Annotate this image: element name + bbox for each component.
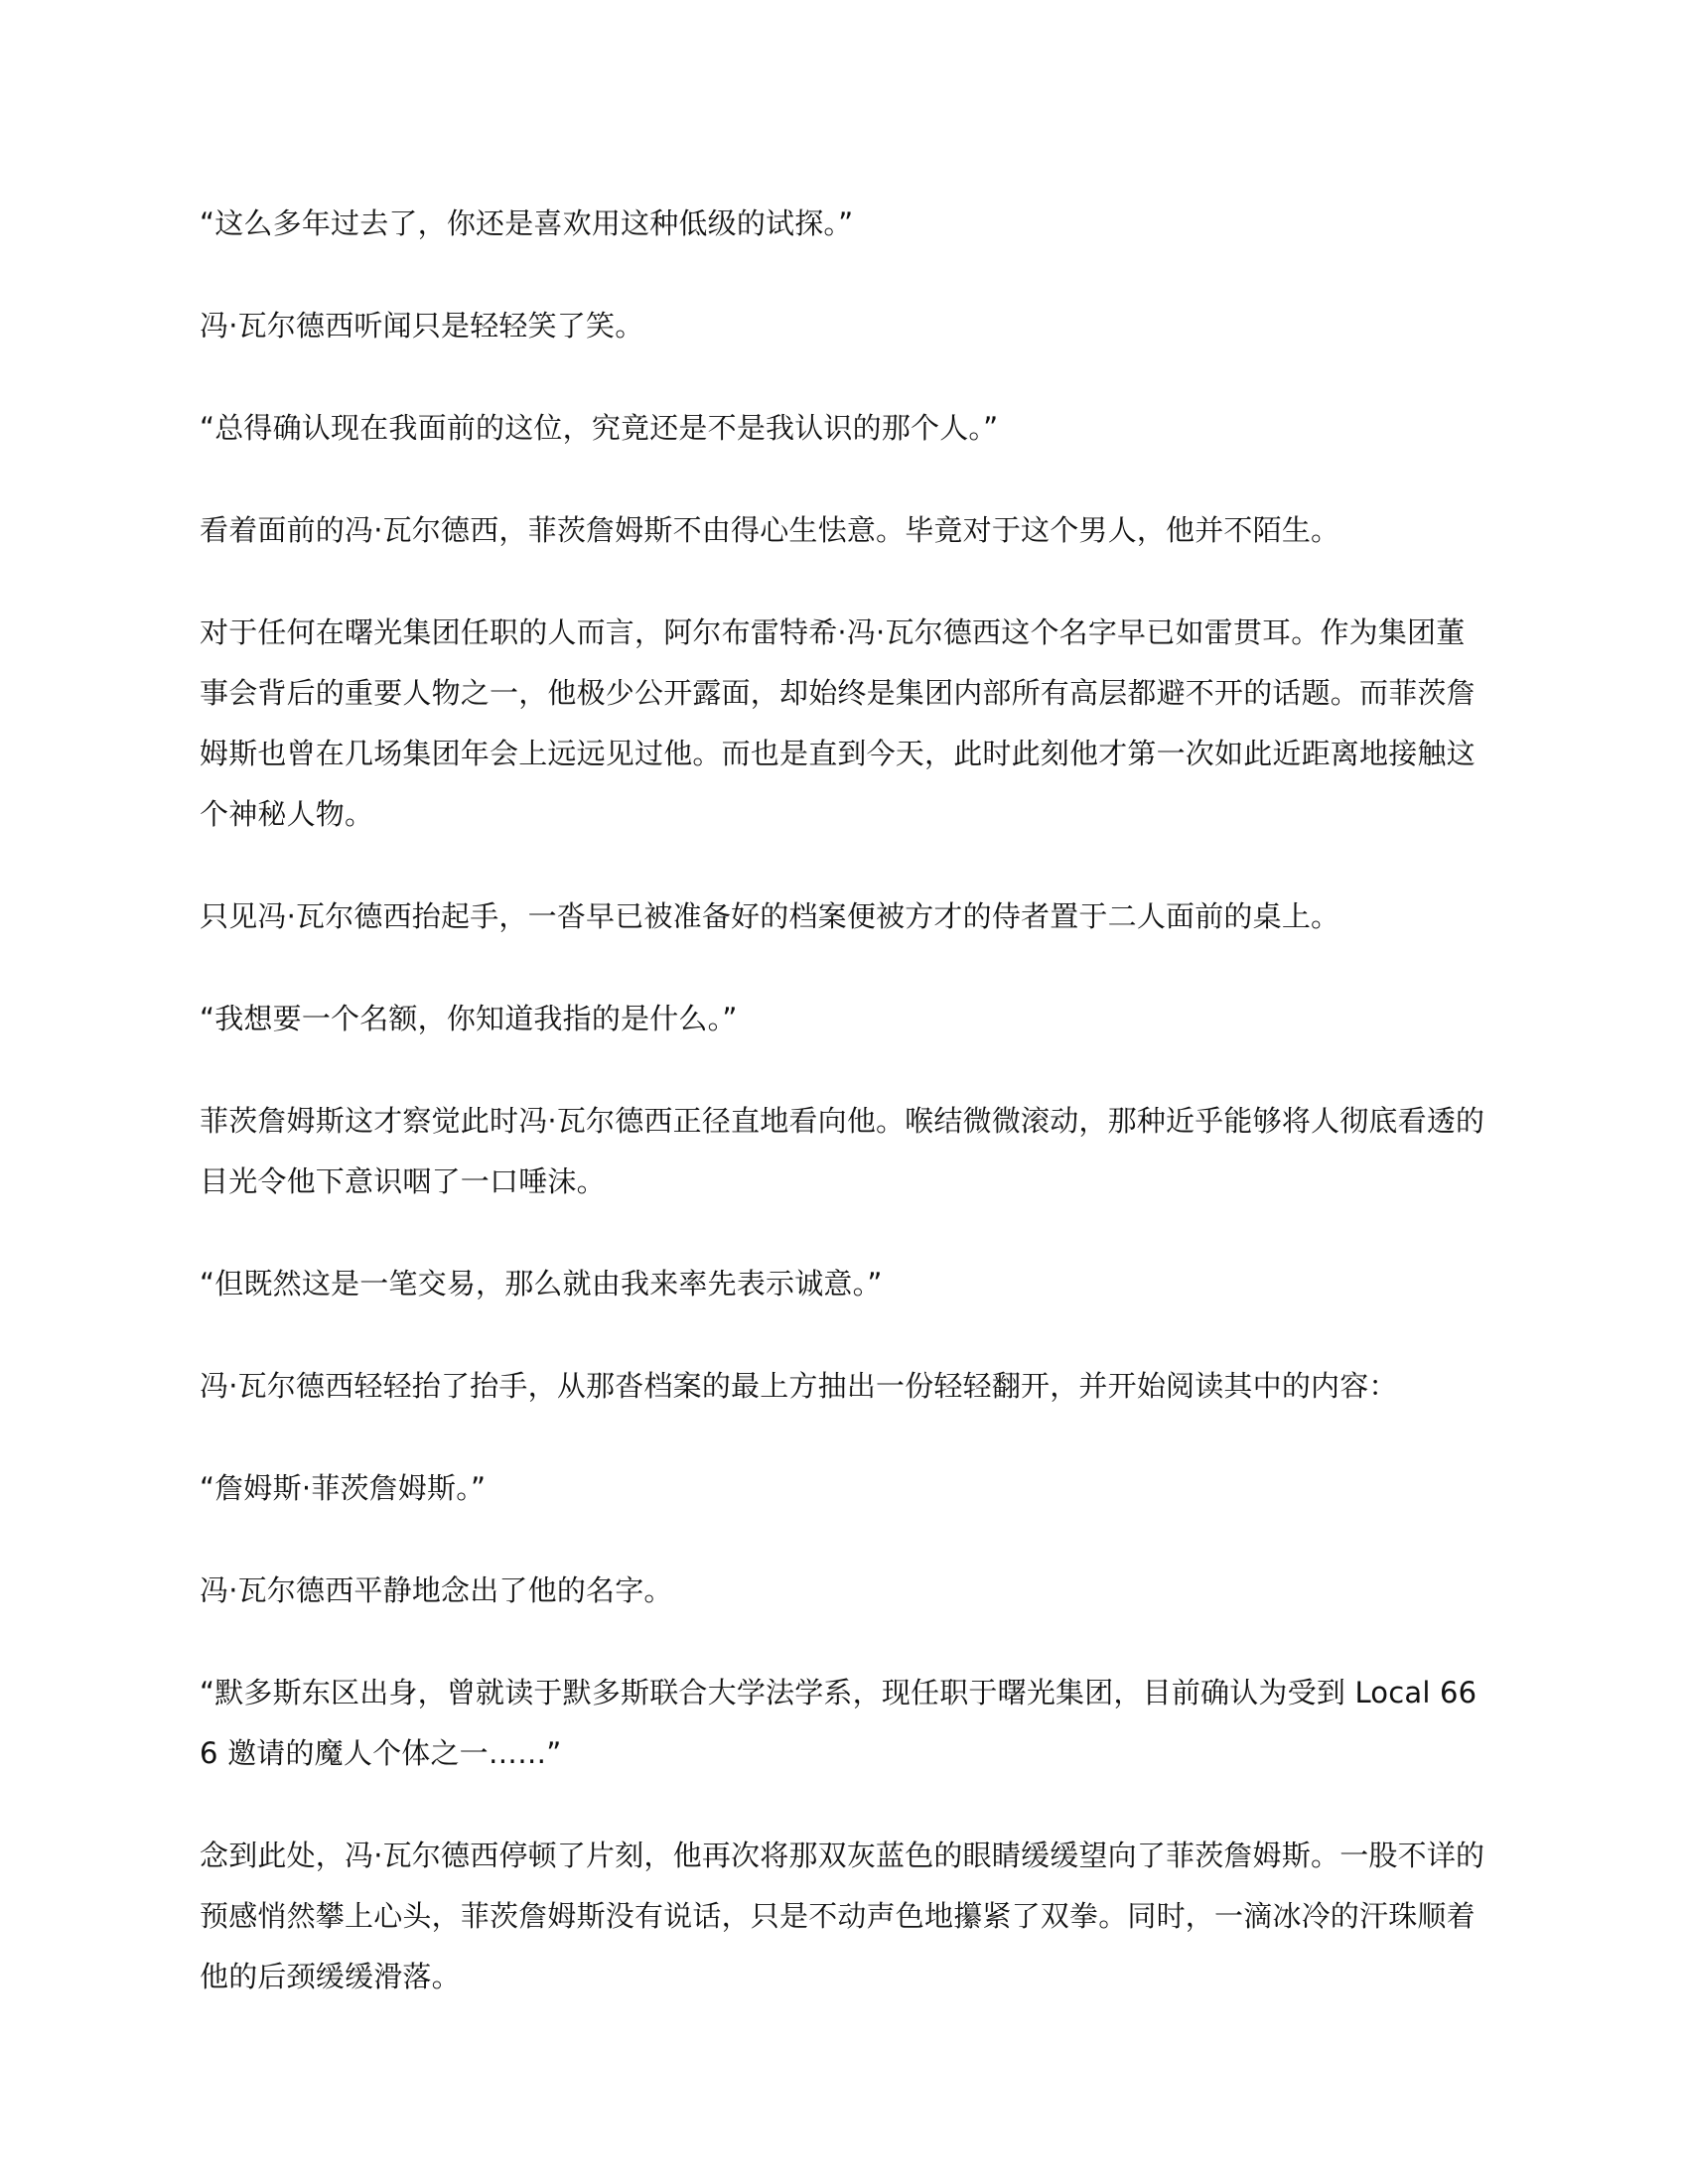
- paragraph: “詹姆斯·菲茨詹姆斯。”: [200, 1471, 487, 1505]
- paragraph: “默多斯东区出身，曾就读于默多斯联合大学法学系，现任职于曙光集团，目前确认为受到 Local 666 邀请的魔人个体之一……”: [200, 1676, 1477, 1770]
- paragraph: 冯·瓦尔德西轻轻抬了抬手，从那沓档案的最上方抽出一份轻轻翻开，并开始阅读其中的内容：: [200, 1369, 1398, 1403]
- paragraph: 看着面前的冯·瓦尔德西，菲茨詹姆斯不由得心生怯意。毕竟对于这个男人，他并不陌生。: [200, 513, 1340, 547]
- paragraph: “总得确认现在我面前的这位，究竟还是不是我认识的那个人。”: [200, 411, 999, 445]
- paragraph: “这么多年过去了，你还是喜欢用这种低级的试探。”: [200, 206, 854, 240]
- paragraph: 念到此处，冯·瓦尔德西停顿了片刻，他再次将那双灰蓝色的眼睛缓缓望向了菲茨詹姆斯。一股不详的预感悄然攀上心头，菲茨詹姆斯没有说话，只是不动声色地攥紧了双拳。同时，一滴冰冷的汗珠顺着他的后颈缓缓滑落。: [200, 1839, 1485, 1993]
- paragraph: “我想要一个名额，你知道我指的是什么。”: [200, 1002, 738, 1035]
- paragraph: 菲茨詹姆斯这才察觉此时冯·瓦尔德西正径直地看向他。喉结微微滚动，那种近乎能够将人彻底看透的目光令他下意识咽了一口唾沫。: [200, 1104, 1485, 1198]
- paragraph: 冯·瓦尔德西平静地念出了他的名字。: [200, 1573, 673, 1607]
- paragraph: 只见冯·瓦尔德西抬起手，一沓早已被准备好的档案便被方才的侍者置于二人面前的桌上。: [200, 899, 1340, 933]
- paragraph: 冯·瓦尔德西听闻只是轻轻笑了笑。: [200, 309, 644, 342]
- document-body: [200, 194, 1490, 2049]
- paragraph: “但既然这是一笔交易，那么就由我来率先表示诚意。”: [200, 1267, 883, 1300]
- paragraph: 对于任何在曙光集团任职的人而言，阿尔布雷特希·冯·瓦尔德西这个名字早已如雷贯耳。作为集团董事会背后的重要人物之一，他极少公开露面，却始终是集团内部所有高层都避不开的话题。而菲茨詹姆斯也曾在几场集团年会上远远见过他。而也是直到今天，此时此刻他才第一次如此近距离地接触这个神秘人物。: [200, 615, 1476, 831]
